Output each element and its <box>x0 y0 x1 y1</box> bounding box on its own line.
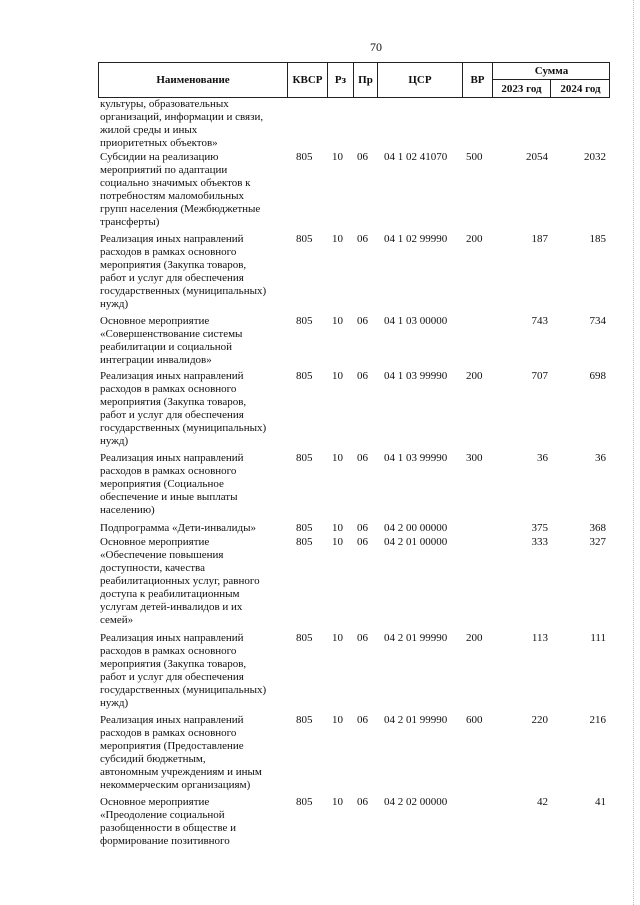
row-sum-2024: 36 <box>595 452 606 464</box>
row-name: Основное мероприятие «Преодоление социальной разобщенности в обществе и формирование позитивного <box>100 796 236 847</box>
row-name: Субсидии на реализацию мероприятий по адаптации социально значимых объектов к потребностям маломобильных групп населения (Межбюджетные трансферты) <box>100 151 261 228</box>
row-vr: 600 <box>466 714 483 726</box>
row-name: Реализация иных направлений расходов в рамках основного мероприятия (Закупка товаров, работ и услуг для обеспечения государственных (муниципальных) нужд) <box>100 370 267 447</box>
row-sum-2024: 327 <box>589 536 606 548</box>
row-sum-2023: 333 <box>531 536 548 548</box>
row-csr: 04 2 00 00000 <box>384 522 448 534</box>
row-kvsr: 805 <box>296 233 313 245</box>
row-pr: 06 <box>357 315 368 327</box>
row-vr: 200 <box>466 233 483 245</box>
row-sum-2024: 734 <box>589 315 606 327</box>
row-sum-2024: 185 <box>589 233 606 245</box>
row-kvsr: 805 <box>296 370 313 382</box>
row-vr: 500 <box>466 151 483 163</box>
row-rz: 10 <box>332 452 343 464</box>
row-sum-2024: 2032 <box>584 151 606 163</box>
row-sum-2024: 698 <box>589 370 606 382</box>
table-row <box>0 796 640 856</box>
row-name: культуры, образовательных организаций, информации и связи, жилой среды и иных приоритетных объектов» <box>100 98 264 149</box>
row-csr: 04 1 03 00000 <box>384 315 448 327</box>
row-kvsr: 805 <box>296 714 313 726</box>
table-row <box>0 315 640 370</box>
row-csr: 04 2 01 00000 <box>384 536 448 548</box>
scan-edge-line <box>632 0 634 905</box>
header-csr: ЦСР <box>378 63 463 97</box>
row-pr: 06 <box>357 796 368 808</box>
table-row <box>0 536 640 632</box>
row-sum-2023: 36 <box>537 452 548 464</box>
table-row <box>0 370 640 452</box>
row-sum-2024: 111 <box>590 632 606 644</box>
row-kvsr: 805 <box>296 522 313 534</box>
row-kvsr: 805 <box>296 536 313 548</box>
row-rz: 10 <box>332 522 343 534</box>
row-sum-2023: 743 <box>531 315 548 327</box>
row-csr: 04 1 02 41070 <box>384 151 448 163</box>
table-row <box>0 714 640 796</box>
table-row <box>0 151 640 233</box>
row-pr: 06 <box>357 452 368 464</box>
header-sum: Сумма <box>493 63 610 80</box>
row-kvsr: 805 <box>296 452 313 464</box>
row-sum-2023: 220 <box>531 714 548 726</box>
row-sum-2023: 113 <box>531 632 548 644</box>
page-number: 70 <box>370 40 382 54</box>
row-rz: 10 <box>332 233 343 245</box>
row-pr: 06 <box>357 370 368 382</box>
row-pr: 06 <box>357 536 368 548</box>
row-sum-2023: 42 <box>537 796 548 808</box>
row-csr: 04 2 02 00000 <box>384 796 448 808</box>
row-csr: 04 1 03 99990 <box>384 370 448 382</box>
row-csr: 04 2 01 99990 <box>384 632 448 644</box>
row-rz: 10 <box>332 714 343 726</box>
header-year-2024: 2024 год <box>560 82 601 95</box>
row-rz: 10 <box>332 796 343 808</box>
row-csr: 04 2 01 99990 <box>384 714 448 726</box>
header-rz: Рз <box>328 63 354 97</box>
row-vr: 200 <box>466 370 483 382</box>
row-kvsr: 805 <box>296 315 313 327</box>
row-pr: 06 <box>357 714 368 726</box>
row-sum-2023: 2054 <box>526 151 548 163</box>
row-kvsr: 805 <box>296 796 313 808</box>
row-name: Основное мероприятие «Обеспечение повышения доступности, качества реабилитационных услуг, равного доступа к реабилитационным услугам детей-инвалидов и их семей» <box>100 536 260 626</box>
table-row <box>0 98 640 151</box>
row-vr: 200 <box>466 632 483 644</box>
header-name: Наименование <box>99 63 288 97</box>
row-name: Реализация иных направлений расходов в рамках основного мероприятия (Закупка товаров, работ и услуг для обеспечения государственных (муниципальных) нужд) <box>100 632 267 709</box>
row-sum-2023: 375 <box>531 522 548 534</box>
row-pr: 06 <box>357 522 368 534</box>
row-pr: 06 <box>357 233 368 245</box>
row-sum-2024: 41 <box>595 796 606 808</box>
row-name: Реализация иных направлений расходов в рамках основного мероприятия (Предоставление субсидий бюджетным, автономным учреждениям и иным некоммерческим организациям) <box>100 714 262 791</box>
header-pr: Пр <box>354 63 378 97</box>
table-row <box>0 233 640 315</box>
row-csr: 04 1 02 99990 <box>384 233 448 245</box>
header-kvsr: КВСР <box>288 63 328 97</box>
row-pr: 06 <box>357 632 368 644</box>
row-name: Реализация иных направлений расходов в рамках основного мероприятия (Социальное обеспечение и иные выплаты населению) <box>100 452 244 516</box>
row-csr: 04 1 03 99990 <box>384 452 448 464</box>
row-sum-2024: 216 <box>589 714 606 726</box>
row-kvsr: 805 <box>296 151 313 163</box>
row-vr: 300 <box>466 452 483 464</box>
table-row <box>0 452 640 522</box>
row-rz: 10 <box>332 370 343 382</box>
table-row <box>0 632 640 714</box>
header-year-2023: 2023 год <box>493 80 551 97</box>
table-row <box>0 522 640 536</box>
table-body <box>0 98 640 856</box>
row-rz: 10 <box>332 632 343 644</box>
row-name: Подпрограмма «Дети-инвалиды» <box>100 522 257 534</box>
row-sum-2023: 187 <box>531 233 548 245</box>
row-name: Основное мероприятие «Совершенствование системы реабилитации и социальной интеграции инвалидов» <box>100 315 243 366</box>
row-pr: 06 <box>357 151 368 163</box>
row-kvsr: 805 <box>296 632 313 644</box>
row-rz: 10 <box>332 151 343 163</box>
header-vr: ВР <box>463 63 493 97</box>
row-rz: 10 <box>332 536 343 548</box>
row-sum-2024: 368 <box>589 522 606 534</box>
row-sum-2023: 707 <box>531 370 548 382</box>
table-header <box>98 62 610 98</box>
row-rz: 10 <box>332 315 343 327</box>
row-name: Реализация иных направлений расходов в рамках основного мероприятия (Закупка товаров, работ и услуг для обеспечения государственных (муниципальных) нужд) <box>100 233 267 310</box>
